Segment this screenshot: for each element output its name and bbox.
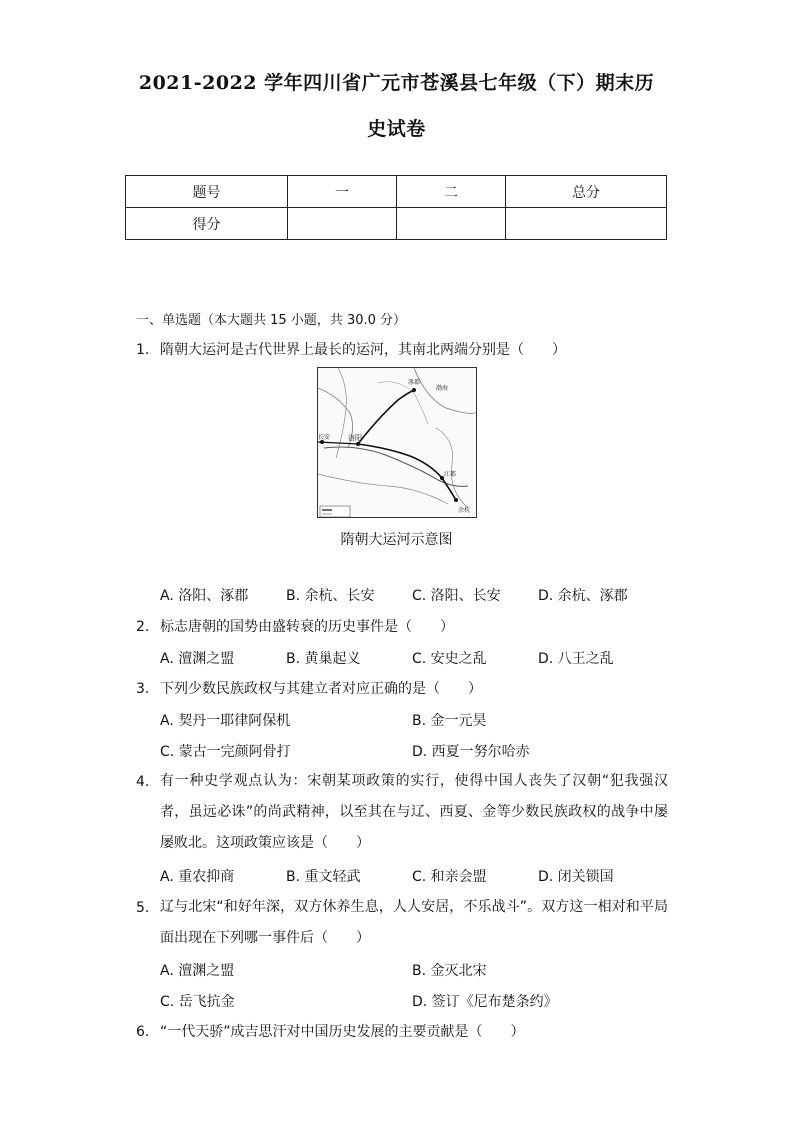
map-label: 渤海: [436, 385, 449, 392]
question-2-options: [160, 648, 680, 668]
question-text: 辽与北宋“和好年深，双方休养生息，人人安居，不乐战斗”。双方这一相对和平局面出现在下列哪一事件后（ ）: [160, 899, 668, 946]
question-text: 有一种史学观点认为：宋朝某项政策的实行，使得中国人丧失了汉朝“犯我强汉者，虽远必诛”的尚武精神，以至其在与辽、西夏、金等少数民族政权的战争中屡屡败北。这项政策应该是（ ）: [160, 773, 668, 851]
option-c[interactable]: C. 岳飞抗金: [160, 994, 235, 1010]
grand-canal-map: [317, 367, 477, 518]
option-c[interactable]: C. 安史之乱: [412, 651, 487, 667]
map-label: 长安: [318, 434, 331, 441]
option-a[interactable]: A. 澶渊之盟: [160, 651, 235, 667]
question-3-options-row1: [160, 710, 680, 730]
score-header-cell: 一: [288, 176, 397, 208]
option-a[interactable]: A. 契丹一耶律阿保机: [160, 713, 291, 729]
question-number: 4.: [136, 774, 150, 790]
option-b[interactable]: B. 重文轻武: [286, 869, 361, 885]
score-header-cell: 二: [397, 176, 506, 208]
score-header-cell: 总分: [506, 176, 667, 208]
map-illustration: [318, 368, 477, 518]
question-number: 6.: [136, 1024, 150, 1040]
option-c[interactable]: C. 洛阳、长安: [412, 588, 501, 604]
option-d[interactable]: D. 余杭、涿郡: [538, 588, 628, 604]
score-cell[interactable]: [288, 208, 397, 240]
question-1-options: [160, 585, 680, 605]
score-header-cell: 题号: [126, 176, 288, 208]
option-a[interactable]: A. 澶渊之盟: [160, 963, 235, 979]
option-b[interactable]: B. 金一元昊: [412, 713, 487, 729]
map-label: 江都: [444, 471, 457, 478]
question-number: 1.: [136, 342, 150, 358]
score-table: [125, 175, 667, 240]
map-label: 洛阳: [348, 434, 362, 442]
map-label: 涿郡: [408, 379, 421, 386]
document-title-line1: 2021-2022 学年四川省广元市苍溪县七年级（下）期末历: [138, 72, 655, 94]
option-d[interactable]: D. 西夏一努尔哈赤: [412, 744, 530, 760]
option-c[interactable]: C. 和亲会盟: [412, 869, 487, 885]
question-5-options-row1: [160, 960, 680, 980]
map-caption: 隋朝大运河示意图: [340, 532, 453, 548]
question-4-options: [160, 866, 680, 886]
option-a[interactable]: A. 重农抑商: [160, 869, 235, 885]
option-b[interactable]: B. 黄巢起义: [286, 651, 361, 667]
score-table-header-row: [126, 176, 667, 208]
option-c[interactable]: C. 蒙古一完颜阿骨打: [160, 744, 291, 760]
option-a[interactable]: A. 洛阳、涿郡: [160, 588, 249, 604]
question-number: 3.: [136, 681, 150, 697]
map-label: 余杭: [458, 507, 471, 514]
option-d[interactable]: D. 闭关锁国: [538, 869, 614, 885]
question-text: “一代天骄”成吉思汗对中国历史发展的主要贡献是（ ）: [160, 1024, 525, 1040]
option-d[interactable]: D. 八王之乱: [538, 651, 614, 667]
question-text: 隋朝大运河是古代世界上最长的运河，其南北两端分别是（ ）: [160, 342, 566, 358]
question-number: 5.: [136, 900, 150, 916]
section-title: 一、单选题（本大题共 15 小题，共 30.0 分）: [136, 313, 407, 328]
question-3-options-row2: [160, 741, 680, 761]
document-title-line2: 史试卷: [367, 118, 426, 140]
question-5-options-row2: [160, 991, 680, 1011]
score-cell[interactable]: [397, 208, 506, 240]
question-text: 下列少数民族政权与其建立者对应正确的是（ ）: [160, 681, 482, 697]
question-text: 标志唐朝的国势由盛转衰的历史事件是（ ）: [160, 619, 454, 635]
score-cell[interactable]: [506, 208, 667, 240]
score-row-label: 得分: [126, 208, 288, 240]
question-number: 2.: [136, 619, 150, 635]
option-b[interactable]: B. 余杭、长安: [286, 588, 375, 604]
option-b[interactable]: B. 金灭北宋: [412, 963, 487, 979]
score-table-row: [126, 208, 667, 240]
option-d[interactable]: D. 签订《尼布楚条约》: [412, 994, 558, 1010]
